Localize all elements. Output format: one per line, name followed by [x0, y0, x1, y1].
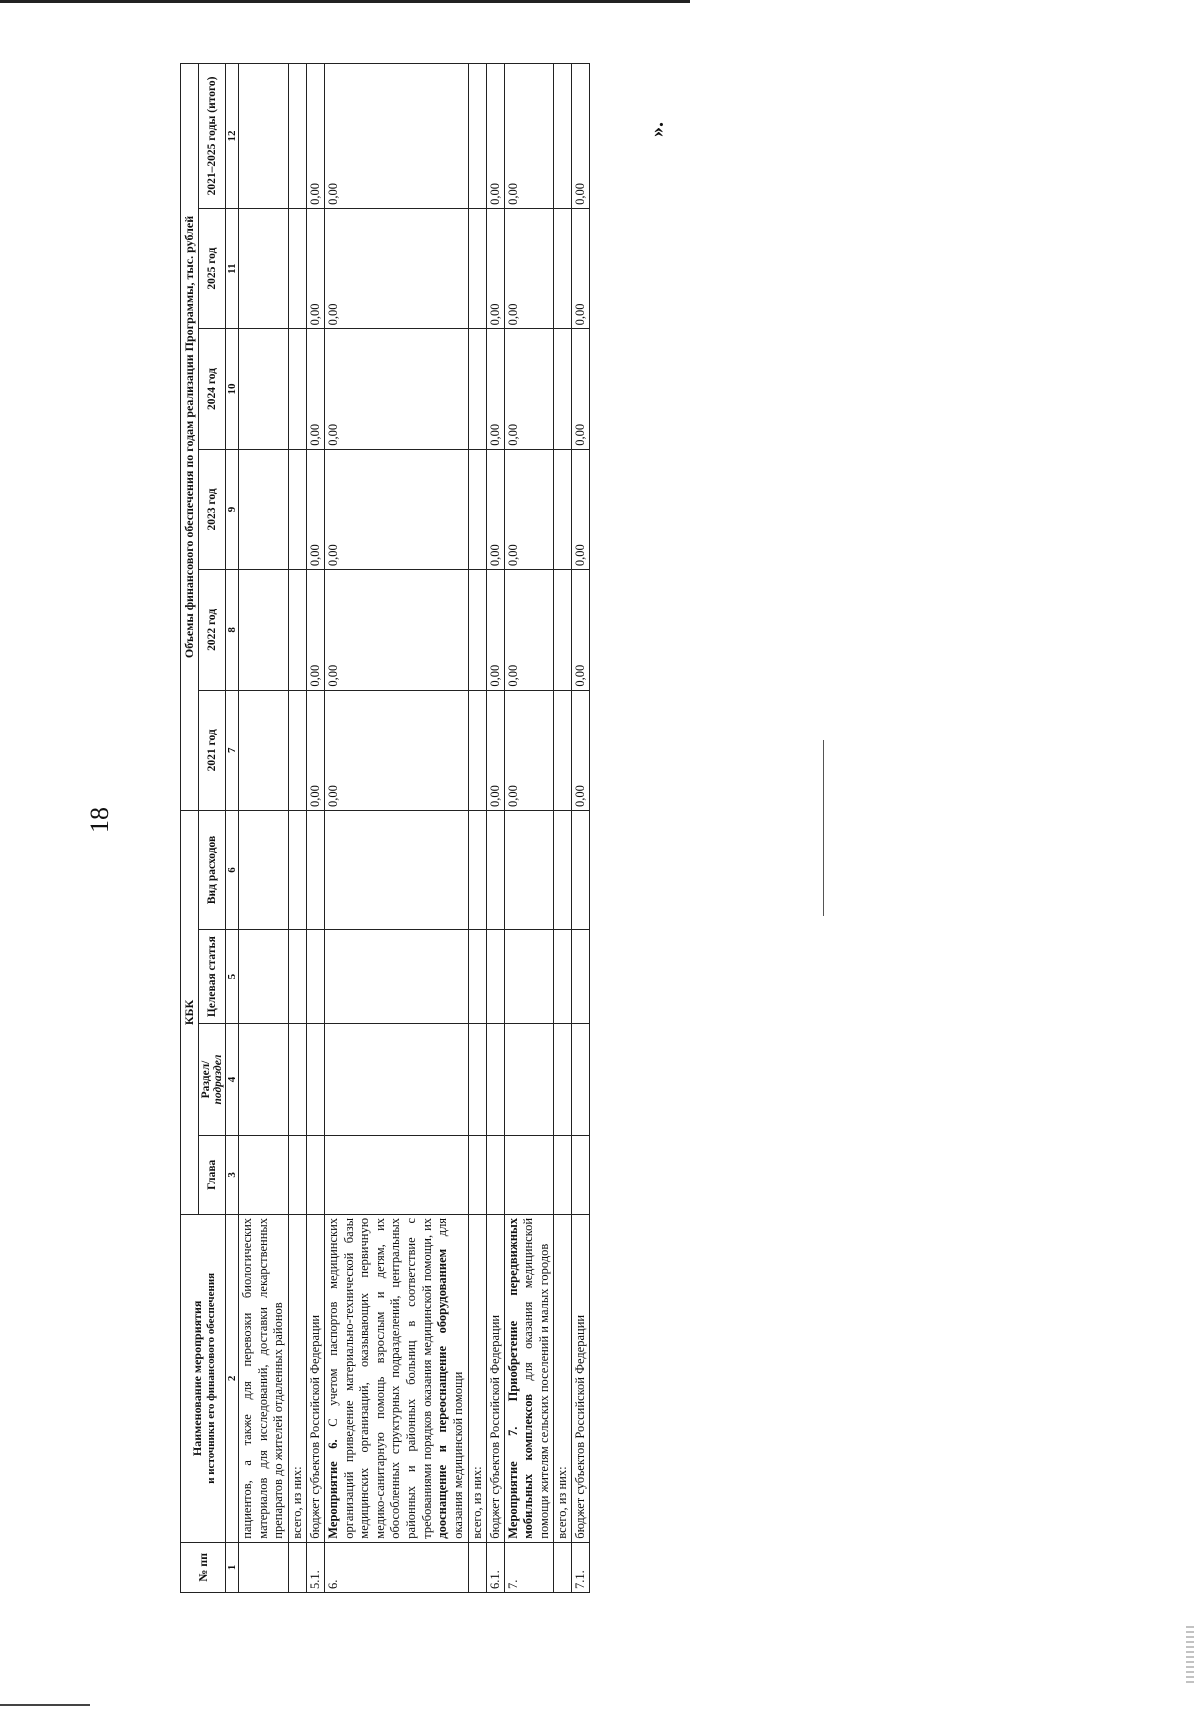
- table-row: [504, 64, 554, 1593]
- row-name: [504, 1214, 554, 1542]
- cell: [468, 1135, 486, 1214]
- cell: [306, 929, 324, 1024]
- value-2024: 0,00: [504, 329, 554, 449]
- row-number: 7.1.: [572, 1542, 590, 1592]
- cell: [504, 811, 554, 930]
- cell: [288, 1135, 306, 1214]
- cell: [468, 208, 486, 328]
- value-2022: 0,00: [324, 570, 468, 690]
- col-name-header-line1: Наименование мероприятия: [189, 1300, 204, 1457]
- cell: [239, 208, 289, 328]
- rotated-table-wrapper: [180, 63, 1180, 1593]
- row-name: бюджет субъектов Российской Федерации: [486, 1214, 504, 1542]
- y2025-header: 2025 год: [199, 208, 226, 328]
- row-number: [468, 1542, 486, 1592]
- index-cell: 1: [226, 1542, 239, 1592]
- scan-artifact: [1186, 1626, 1194, 1686]
- vid-header: Вид расходов: [199, 811, 226, 930]
- index-cell: 9: [226, 449, 239, 569]
- total-header: 2021–2025 годы (итого): [199, 64, 226, 209]
- cell: [504, 929, 554, 1024]
- row-number: [288, 1542, 306, 1592]
- cell: [239, 329, 289, 449]
- cell: [554, 208, 572, 328]
- row-name: всего, из них:: [468, 1214, 486, 1542]
- cell: [306, 811, 324, 930]
- cell: [468, 690, 486, 810]
- value-2024: 0,00: [486, 329, 504, 449]
- cell: [554, 1135, 572, 1214]
- cell: [468, 449, 486, 569]
- index-cell: 10: [226, 329, 239, 449]
- col-name-header-line2: и источники его финансового обеспечения: [204, 1272, 217, 1484]
- value-2023: 0,00: [504, 449, 554, 569]
- celevaya-header: Целевая статья: [199, 929, 226, 1024]
- cell: [288, 570, 306, 690]
- cell: [572, 1135, 590, 1214]
- y2021-header: 2021 год: [199, 690, 226, 810]
- value-2025: 0,00: [572, 208, 590, 328]
- cell: [324, 929, 468, 1024]
- measure-title: Мероприятие 6.: [325, 1439, 340, 1539]
- cell: [554, 329, 572, 449]
- table-row: [288, 64, 306, 1593]
- value-total: 0,00: [572, 64, 590, 209]
- cell: [554, 929, 572, 1024]
- value-total: 0,00: [504, 64, 554, 209]
- cell: [288, 929, 306, 1024]
- row-name: [324, 1214, 468, 1542]
- index-cell: 2: [226, 1214, 239, 1542]
- row-name: всего, из них:: [554, 1214, 572, 1542]
- cell: [468, 929, 486, 1024]
- value-2024: 0,00: [572, 329, 590, 449]
- cell: [239, 811, 289, 930]
- measure-text-a: С учетом паспортов медицинских организаций приведение материально-технической базы медицинских организаций, оказывающих первичную медико-санитарную помощь взрослым и детям, их обособленных структурных подразделений, центральных районных и районных больниц в соответствие с требованиями порядков оказания медицинской помощи, их: [325, 1217, 434, 1539]
- cell: [504, 1024, 554, 1135]
- glava-header: Глава: [199, 1135, 226, 1214]
- value-2025: 0,00: [324, 208, 468, 328]
- cell: [288, 64, 306, 209]
- index-cell: 8: [226, 570, 239, 690]
- cell: [468, 329, 486, 449]
- cell: [288, 449, 306, 569]
- y2022-header: 2022 год: [199, 570, 226, 690]
- value-2025: 0,00: [306, 208, 324, 328]
- podrazdel-label: [212, 1027, 224, 1131]
- index-cell: 7: [226, 690, 239, 810]
- cell: [486, 929, 504, 1024]
- value-total: 0,00: [306, 64, 324, 209]
- cell: [239, 1024, 289, 1135]
- kbk-header: КБК: [181, 811, 199, 1215]
- financing-table: [180, 63, 590, 1593]
- bottom-rule: [0, 1704, 90, 1706]
- value-2021: 0,00: [572, 690, 590, 810]
- cell: [486, 1135, 504, 1214]
- column-index-row: [226, 64, 239, 1593]
- row-number: 5.1.: [306, 1542, 324, 1592]
- value-total: 0,00: [324, 64, 468, 209]
- volumes-header: Объемы финансового обеспечения по годам реализации Программы, тыс. рублей: [181, 64, 199, 811]
- row-name: пациентов, а также для перевозки биологических материалов для исследований, доставки лекарственных препаратов до жителей отдаленных районов: [239, 1214, 289, 1542]
- table-row: [306, 64, 324, 1593]
- cell: [324, 1135, 468, 1214]
- cell: [239, 1135, 289, 1214]
- measure-text-b: для оказания медицинской помощи: [435, 1217, 465, 1539]
- top-rule: [0, 0, 690, 3]
- cell: [306, 1024, 324, 1135]
- row-name: бюджет субъектов Российской Федерации: [572, 1214, 590, 1542]
- col-name-header: [181, 1214, 226, 1542]
- measure-title: Мероприятие 7. Приобретение передвижных мобильных комплексов: [505, 1217, 536, 1539]
- closing-quote: ».: [646, 122, 668, 137]
- cell: [239, 690, 289, 810]
- table-row: [324, 64, 468, 1593]
- value-2024: 0,00: [306, 329, 324, 449]
- page-number: 18: [85, 807, 114, 833]
- index-cell: 11: [226, 208, 239, 328]
- row-number: 6.1.: [486, 1542, 504, 1592]
- measure-bold-phrase: дооснащение и переоснащение оборудованием: [435, 1248, 450, 1539]
- cell: [554, 1024, 572, 1135]
- cell: [468, 1024, 486, 1135]
- table-row: [554, 64, 572, 1593]
- value-2024: 0,00: [324, 329, 468, 449]
- value-2022: 0,00: [306, 570, 324, 690]
- value-2021: 0,00: [486, 690, 504, 810]
- table-row: [486, 64, 504, 1593]
- cell: [239, 929, 289, 1024]
- cell: [554, 690, 572, 810]
- cell: [486, 811, 504, 930]
- value-2023: 0,00: [486, 449, 504, 569]
- razdel-header: [199, 1024, 226, 1135]
- cell: [572, 1024, 590, 1135]
- cell: [554, 811, 572, 930]
- cell: [554, 64, 572, 209]
- cell: [504, 1135, 554, 1214]
- cell: [468, 811, 486, 930]
- row-number: [554, 1542, 572, 1592]
- cell: [572, 929, 590, 1024]
- row-number: 6.: [324, 1542, 468, 1592]
- row-number: 7.: [504, 1542, 554, 1592]
- cell: [288, 811, 306, 930]
- row-name: всего, из них:: [288, 1214, 306, 1542]
- value-2021: 0,00: [504, 690, 554, 810]
- table-row: [239, 64, 289, 1593]
- cell: [468, 64, 486, 209]
- cell: [239, 449, 289, 569]
- measure-text-a: для оказания медицинской помощи жителям сельских поселений и малых городов: [521, 1217, 551, 1539]
- cell: [239, 64, 289, 209]
- razdel-label: Раздел/: [200, 1060, 212, 1099]
- cell: [288, 208, 306, 328]
- value-2022: 0,00: [504, 570, 554, 690]
- cell: [288, 690, 306, 810]
- index-cell: 6: [226, 811, 239, 930]
- cell: [288, 1024, 306, 1135]
- value-2023: 0,00: [324, 449, 468, 569]
- col-num-header: № пп: [181, 1542, 226, 1592]
- value-2022: 0,00: [486, 570, 504, 690]
- cell: [554, 449, 572, 569]
- podrazdel-text: подраздел: [212, 1054, 224, 1105]
- value-2023: 0,00: [572, 449, 590, 569]
- y2023-header: 2023 год: [199, 449, 226, 569]
- header-row-1: [181, 64, 199, 1593]
- y2024-header: 2024 год: [199, 329, 226, 449]
- value-2023: 0,00: [306, 449, 324, 569]
- cell: [468, 570, 486, 690]
- value-2022: 0,00: [572, 570, 590, 690]
- value-2025: 0,00: [504, 208, 554, 328]
- cell: [324, 811, 468, 930]
- value-2025: 0,00: [486, 208, 504, 328]
- index-cell: 3: [226, 1135, 239, 1214]
- cell: [306, 1135, 324, 1214]
- cell: [324, 1024, 468, 1135]
- cell: [572, 811, 590, 930]
- cell: [239, 570, 289, 690]
- cell: [288, 329, 306, 449]
- index-cell: 12: [226, 64, 239, 209]
- value-2021: 0,00: [306, 690, 324, 810]
- value-2021: 0,00: [324, 690, 468, 810]
- table-row: [572, 64, 590, 1593]
- index-cell: 4: [226, 1024, 239, 1135]
- index-cell: 5: [226, 929, 239, 1024]
- row-number: [239, 1542, 289, 1592]
- row-name: бюджет субъектов Российской Федерации: [306, 1214, 324, 1542]
- cell: [554, 570, 572, 690]
- table-row: [468, 64, 486, 1593]
- value-total: 0,00: [486, 64, 504, 209]
- cell: [486, 1024, 504, 1135]
